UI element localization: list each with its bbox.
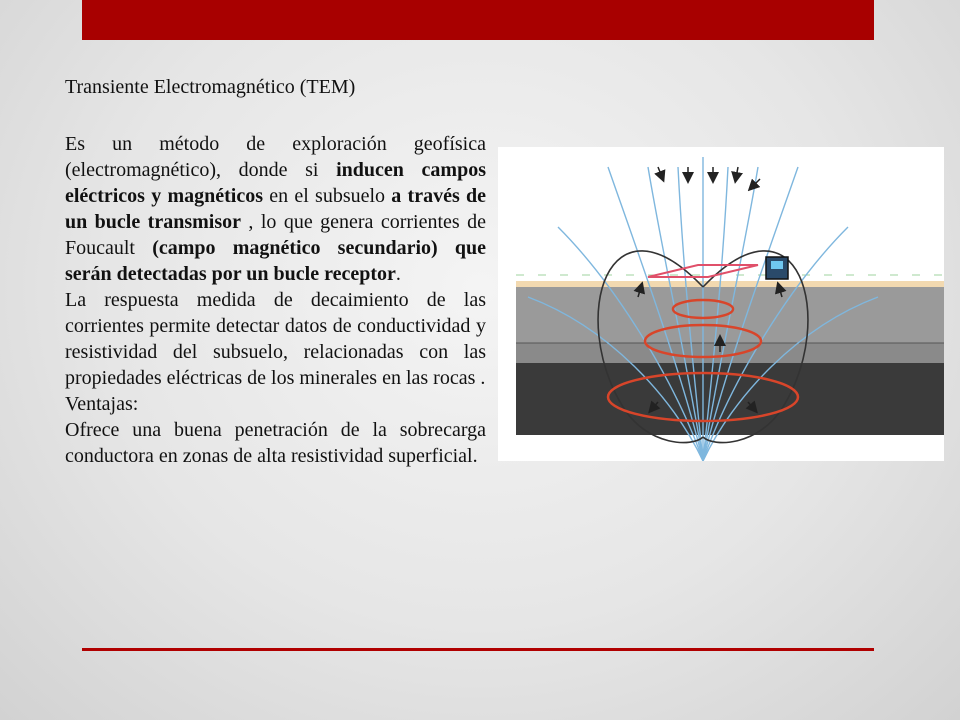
ground-surface (516, 281, 944, 287)
middle-layer (516, 343, 944, 363)
paragraph-description (65, 131, 486, 287)
text-segment: en el subsuelo (262, 185, 392, 207)
top-accent-bar (82, 0, 874, 40)
paragraph-advantages: Ofrece una buena penetración de la sobrecarga conductora en zonas de alta resistividad superficial. (65, 419, 486, 467)
bold-segment: inducen campos eléctricos y magnéticos (65, 159, 486, 207)
text-segment: . (395, 263, 401, 285)
text-segment: Es un método de exploración geofísica (electromagnético), donde si (65, 133, 486, 181)
bold-segment: a través de un bucle transmisor (65, 185, 486, 233)
bottom-accent-line (82, 648, 874, 651)
tem-diagram (498, 147, 944, 461)
bold-segment: (campo magnético secundario) que serán detectadas por un bucle receptor (65, 237, 486, 285)
paragraph-response: La respuesta medida de decaimiento de las corrientes permite detectar datos de conductividad y resistividad del subsuelo, relacionadas con las propiedades eléctricas de los minerales en las rocas . (65, 289, 486, 389)
text-segment: , lo que genera corrientes de Foucault (65, 211, 486, 259)
paragraph-advantages-heading: Ventajas: (65, 393, 139, 415)
slide-body (65, 131, 486, 469)
slide-title: Transiente Electromagnético (TEM) (65, 76, 356, 98)
tem-diagram-svg (498, 147, 944, 461)
